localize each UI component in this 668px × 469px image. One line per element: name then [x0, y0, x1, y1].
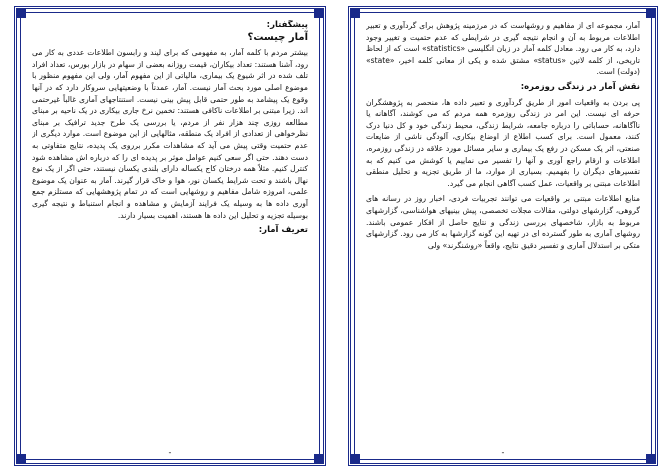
- body-paragraph: منابع اطلاعات مبتنی بر واقعیات می توانند تجربیات فردی، اخبار روز در رسانه های گروهی، گزارشهای دولتی، مقالات مجلات تخصصی، پیش بینیهای هواشناسی، گزارشهای مربوط به بازار، شاخصهای بررسی زندگی و نتایج حاصل از افکار عمومی باشند. روشهای آماری به طور گسترده ای در تهیه این گونه گزارشها به کار می رود. گزارشهای متکی بر استدلال آماری و تفسیر دقیق نتایج، واقعاً «روشنگرند» ولی: [366, 194, 640, 250]
- intro-paragraph: آمار، مجموعه ای از مفاهیم و روشهاست که در مرزمینه پژوهش برای گردآوری و تعبیر اطلاعات مربوط به آن و انجام نتیجه گیری در شرایطی که عدم حتمیت و تغییر وجود دارد، به کار می رود. معادل کلمه آمار در زبان انگلیسی «statistics» است که از لحاظ تاریخی، از کلمه لاتین «status» مشتق شده و یکی از معانی کلمه اخیر، «state» (دولت) است.: [366, 21, 640, 77]
- body-paragraph: بیشتر مردم با کلمه آمار، به مفهومی که برای لیند و رابسون اطلاعات عددی به کار می رود، آشنا هستند: تعداد بیکاران، قیمت روزانه بعضی از سهام در بازار بورس، تعداد افراد تلف شده در اثر شیوع یک بیماری، مالیاتی از این مفهوم آمار، ولی این مفهوم منظور با موضوع اصلی مورد بحث آمار نیست. آمار، عمدتاً با وضعیتهایی سروکار دارد که در آنها وقوع یک پیشامد به طور حتمی قابل پیش بینی نیست. استنتاجهای آماری غالباً غیرحتمی اند. زیرا مبتنی بر اطلاعات ناکافی هستند: تخمین نرخ جاری بیکاری در یک ناحیه بر مبنای مطالعه روزی چند هزار نفر از مردم، یا بررسی یک طرح جدید ترافیک بر مبنای نظرخواهی از تعدادی از افراد یک منطقه، مثالهایی از این موضوع است. موارد دیگری از عدم حتمیت وقتی پیش می آید که مشاهدات مکرر برروی یک پدیده، نتایج متفاوتی به دست دهند. حتی اگر سعی کنیم عوامل موثر بر پدیده ای را که درباره اش مشاهده شود کنترل کنیم. مثلاً همه درختان کاج یکساله دارای بلندی یکسان نیستند، حتی اگر از یک نوع نهال باشند و تحت شرایط یکسان نور، هوا و خاک قرار گیرند. آمار به عنوان یک موضوع علمی، امروزه شامل مفاهیم و روشهایی است که در تمام پژوهشهایی که مستلزم جمع آوری داده ها به وسیله یک فرایند آزمایش و مشاهده و انجام استنباط و نتیجه گیری بوسیله تجزیه و تحلیل این داده ها هستند، اهمیت بسیار دارند.: [32, 48, 308, 220]
- section-heading: نقش آمار در زندگی روزمره:: [520, 81, 640, 92]
- page-subtitle: آمار چیست؟: [247, 31, 308, 43]
- right-page: [348, 6, 658, 466]
- page-title: پیشگفتار:: [266, 20, 308, 30]
- body-paragraph: پی بردن به واقعیات امور از طریق گردآوری و تعبیر داده ها، منحصر به پژوهشگران حرفه ای نیست. این امر در زندگی روزمره همه مردم که می کوشند، آگاهانه یا ناآگاهانه، حساباتی را درباره جامعه، شرایط زندگی، محیط زندگی خود و کل دنیا درک کنند، معمول است. برای کسب اطلاع از اوضاع بیکاری، آلودگی ناشی از ضایعات صنعتی، اثر یک مسکن در رفع یک بیماری و سایر مسائل مورد علاقه در زندگی روزمره، اطلاعات و ارقام راجع آوری و آنها را تفسیر می نماییم یا کوشش می کنیم که به تفسیرهای دیگران را بفهمیم. بسیاری از موارد، ما از طریق تجزیه و تحلیل منطقی اطلاعات مبتنی بر واقعیات، عمل کسب آگاهی انجام می گیرد.: [366, 97, 640, 188]
- section-heading: تعریف آمار:: [258, 225, 308, 236]
- left-page: [14, 6, 326, 466]
- page-number: -: [501, 448, 505, 457]
- page-number: -: [168, 448, 172, 457]
- right-page-content: [366, 20, 640, 448]
- left-page-content: [32, 20, 308, 448]
